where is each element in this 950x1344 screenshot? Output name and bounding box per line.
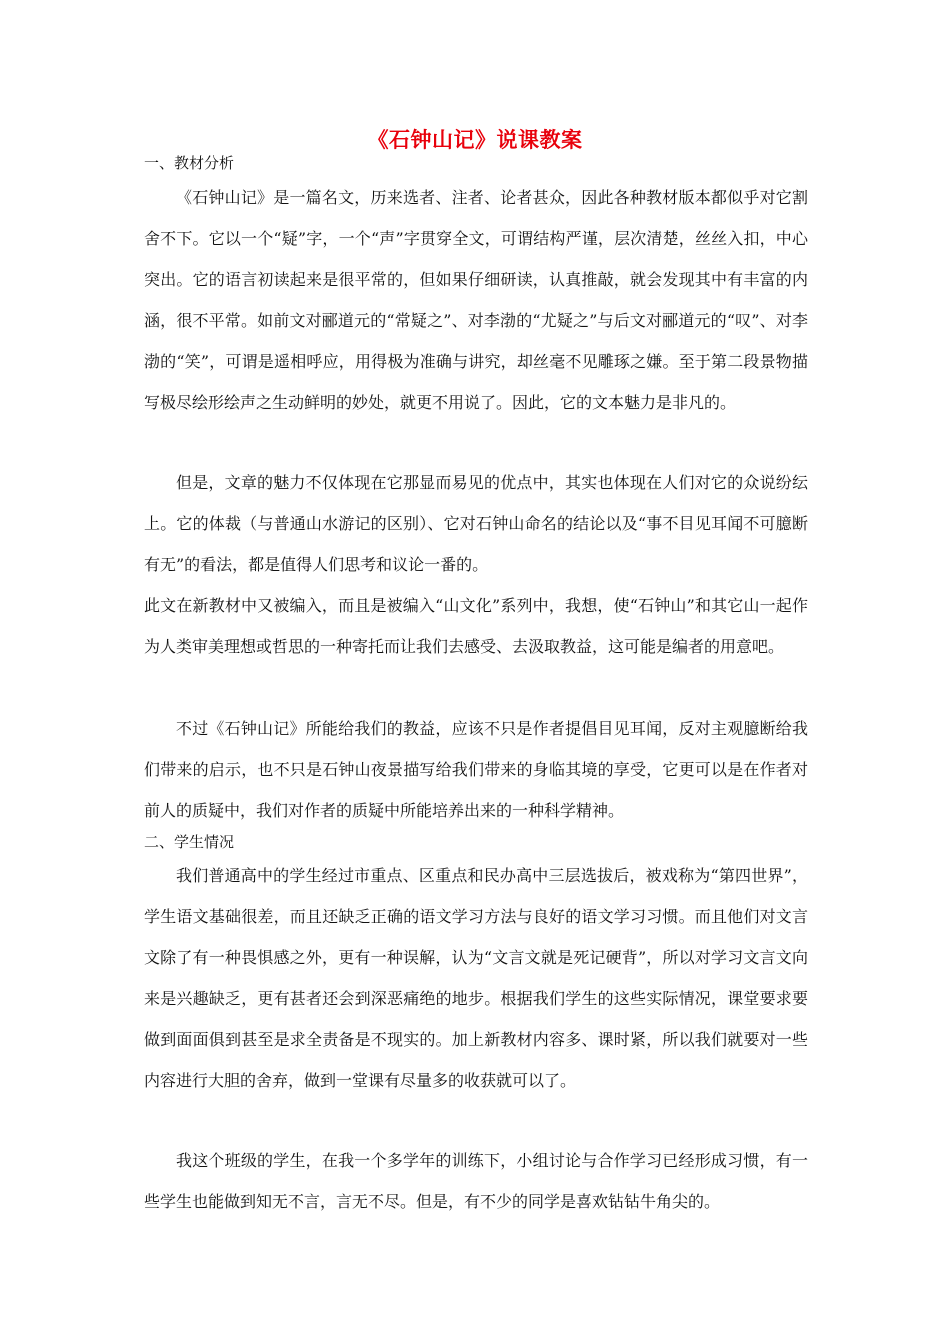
paragraph-class-habits: 我这个班级的学生，在我一个多学年的训练下，小组讨论与合作学习已经形成习惯，有一些学生也能做到知无不言，言无不尽。但是，有不少的同学是喜欢钻钻牛角尖的。 xyxy=(144,1151,808,1211)
paragraph-text-charm: 《石钟山记》是一篇名文，历来选者、注者、论者甚众，因此各种教材版本都似乎对它割舍不下。它以一个“疑”字，一个“声”字贯穿全文，可谓结构严谨，层次清楚，丝丝入扣，中心突出。它的语言初读起来是很平常的，但如果仔细研读，认真推敲，就会发现其中有丰富的内涵，很不平常。如前文对郦道元的“常疑之”、对李渤的“尤疑之”与后文对郦道元的“叹”、对李渤的“笑”，可谓是遥相呼应，用得极为准确与讲究，却丝毫不见雕琢之嫌。至于第二段景物描写极尽绘形绘声之生动鲜明的妙处，就更不用说了。因此，它的文本魅力是非凡的。 xyxy=(144,188,808,412)
paragraph-new-textbook: 此文在新教材中又被编入，而且是被编入“山文化”系列中，我想，使“石钟山”和其它山一起作为人类审美理想或哲思的一种寄托而让我们去感受、去汲取教益，这可能是编者的用意吧。 xyxy=(144,596,808,656)
paragraph-scientific-spirit: 不过《石钟山记》所能给我们的教益，应该不只是作者提倡目见耳闻，反对主观臆断给我们带来的启示，也不只是石钟山夜景描写给我们带来的身临其境的享受，它更可以是在作者对前人的质疑中，我们对作者的质疑中所能培养出来的一种科学精神。 xyxy=(144,719,808,820)
page-title: 《石钟山记》说课教案 xyxy=(367,127,583,152)
section-heading-student-situation: 二、学生情况 xyxy=(144,833,235,851)
paragraph-student-background: 我们普通高中的学生经过市重点、区重点和民办高中三层选拔后，被戏称为“第四世界”，学生语文基础很差，而且还缺乏正确的语文学习方法与良好的语文学习习惯。而且他们对文言文除了有一种畏惧感之外，更有一种误解，认为“文言文就是死记硬背”，所以对学习文言文向来是兴趣缺乏，更有甚者还会到深恶痛绝的地步。根据我们学生的这些实际情况，课堂要求要做到面面俱到甚至是求全责备是不现实的。加上新教材内容多、课时紧，所以我们就要对一些内容进行大胆的舍弃，做到一堂课有尽量多的收获就可以了。 xyxy=(144,866,808,1090)
section-heading-textbook-analysis: 一、教材分析 xyxy=(144,154,235,172)
paragraph-diverse-opinions: 但是，文章的魅力不仅体现在它那显而易见的优点中，其实也体现在人们对它的众说纷纭上。它的体裁（与普通山水游记的区别）、它对石钟山命名的结论以及“事不目见耳闻不可臆断有无”的看法，都是值得人们思考和议论一番的。 xyxy=(144,473,808,574)
